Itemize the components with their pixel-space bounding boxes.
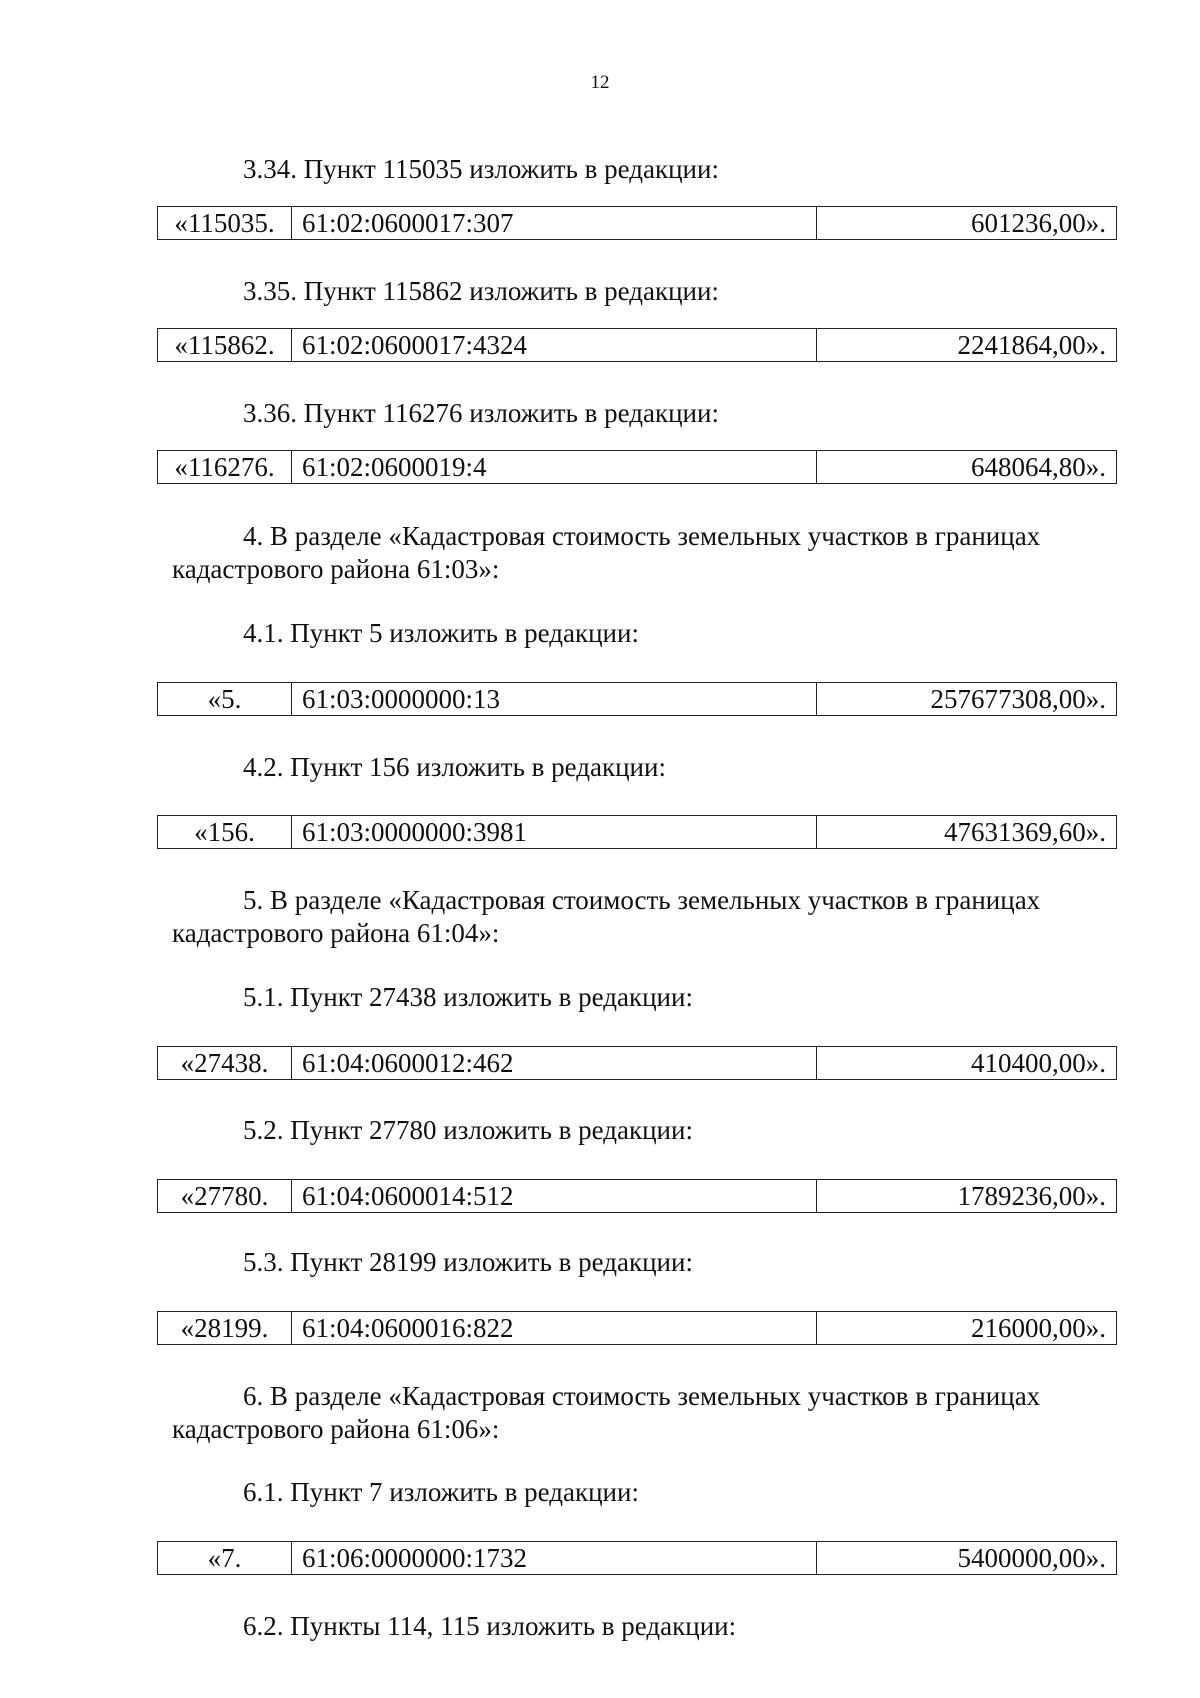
- paragraph-line: кадастрового района 61:03»:: [172, 554, 500, 584]
- entry-table: [157, 682, 1117, 716]
- cadastral-value-cell: 5400000,00».: [817, 1542, 1117, 1575]
- paragraph-line: 5.3. Пункт 28199 изложить в редакции:: [243, 1247, 693, 1277]
- cadastral-number-cell: 61:03:0000000:13: [292, 683, 817, 716]
- table-row: [158, 816, 1117, 849]
- cadastral-value-cell: 216000,00».: [817, 1312, 1117, 1345]
- cadastral-value-cell: 2241864,00».: [817, 329, 1117, 362]
- paragraph-line: 4. В разделе «Кадастровая стоимость земельных участков в границах: [243, 521, 1041, 551]
- paragraph: [172, 397, 1110, 430]
- table-row: [158, 451, 1117, 484]
- section-paragraph: [172, 520, 1110, 586]
- cadastral-number-cell: 61:04:0600014:512: [292, 1180, 817, 1213]
- paragraph-line: 4.2. Пункт 156 изложить в редакции:: [243, 752, 666, 782]
- paragraph-line: 5. В разделе «Кадастровая стоимость земельных участков в границах: [243, 885, 1041, 915]
- entry-table: [157, 206, 1117, 240]
- cadastral-value-cell: 648064,80».: [817, 451, 1117, 484]
- entry-table: [157, 328, 1117, 362]
- table-row: [158, 329, 1117, 362]
- paragraph: [172, 153, 1110, 186]
- cadastral-value-cell: 601236,00».: [817, 207, 1117, 240]
- entry-table: [157, 450, 1117, 484]
- cadastral-value-cell: 257677308,00».: [817, 683, 1117, 716]
- cadastral-number-cell: 61:02:0600019:4: [292, 451, 817, 484]
- paragraph: [172, 617, 1110, 650]
- paragraph-line: 5.2. Пункт 27780 изложить в редакции:: [243, 1115, 693, 1145]
- section-paragraph: [172, 884, 1110, 950]
- item-number-cell: «115862.: [158, 329, 292, 362]
- cadastral-number-cell: 61:02:0600017:4324: [292, 329, 817, 362]
- table-row: [158, 1047, 1117, 1080]
- paragraph-line: 3.34. Пункт 115035 изложить в редакции:: [243, 154, 719, 184]
- table-row: [158, 1312, 1117, 1345]
- paragraph-line: 3.35. Пункт 115862 изложить в редакции:: [243, 276, 719, 306]
- paragraph-line: 5.1. Пункт 27438 изложить в редакции:: [243, 982, 693, 1012]
- cadastral-number-cell: 61:03:0000000:3981: [292, 816, 817, 849]
- paragraph-line: 6. В разделе «Кадастровая стоимость земельных участков в границах: [243, 1381, 1041, 1411]
- item-number-cell: «7.: [158, 1542, 292, 1575]
- entry-table: [157, 1046, 1117, 1080]
- table-row: [158, 683, 1117, 716]
- entry-table: [157, 815, 1117, 849]
- paragraph-line: 6.1. Пункт 7 изложить в редакции:: [243, 1477, 639, 1507]
- item-number-cell: «115035.: [158, 207, 292, 240]
- cadastral-number-cell: 61:06:0000000:1732: [292, 1542, 817, 1575]
- item-number-cell: «5.: [158, 683, 292, 716]
- paragraph-line: 6.2. Пункты 114, 115 изложить в редакции:: [243, 1611, 737, 1641]
- paragraph: [172, 1246, 1110, 1279]
- cadastral-value-cell: 47631369,60».: [817, 816, 1117, 849]
- entry-table: [157, 1311, 1117, 1345]
- paragraph: [172, 1114, 1110, 1147]
- paragraph: [172, 275, 1110, 308]
- paragraph: [172, 1610, 1110, 1643]
- cadastral-value-cell: 1789236,00».: [817, 1180, 1117, 1213]
- item-number-cell: «116276.: [158, 451, 292, 484]
- paragraph: [172, 1476, 1110, 1509]
- item-number-cell: «27438.: [158, 1047, 292, 1080]
- entry-table: [157, 1179, 1117, 1213]
- cadastral-number-cell: 61:04:0600012:462: [292, 1047, 817, 1080]
- entry-table: [157, 1541, 1117, 1575]
- item-number-cell: «27780.: [158, 1180, 292, 1213]
- cadastral-value-cell: 410400,00».: [817, 1047, 1117, 1080]
- paragraph-line: 4.1. Пункт 5 изложить в редакции:: [243, 618, 639, 648]
- item-number-cell: «156.: [158, 816, 292, 849]
- paragraph-line: кадастрового района 61:04»:: [172, 918, 500, 948]
- table-row: [158, 1542, 1117, 1575]
- table-row: [158, 1180, 1117, 1213]
- paragraph-line: кадастрового района 61:06»:: [172, 1414, 500, 1444]
- cadastral-number-cell: 61:04:0600016:822: [292, 1312, 817, 1345]
- paragraph: [172, 751, 1110, 784]
- paragraph: [172, 981, 1110, 1014]
- cadastral-number-cell: 61:02:0600017:307: [292, 207, 817, 240]
- page-number: 12: [590, 72, 610, 93]
- table-row: [158, 207, 1117, 240]
- section-paragraph: [172, 1380, 1110, 1446]
- paragraph-line: 3.36. Пункт 116276 изложить в редакции:: [243, 398, 719, 428]
- item-number-cell: «28199.: [158, 1312, 292, 1345]
